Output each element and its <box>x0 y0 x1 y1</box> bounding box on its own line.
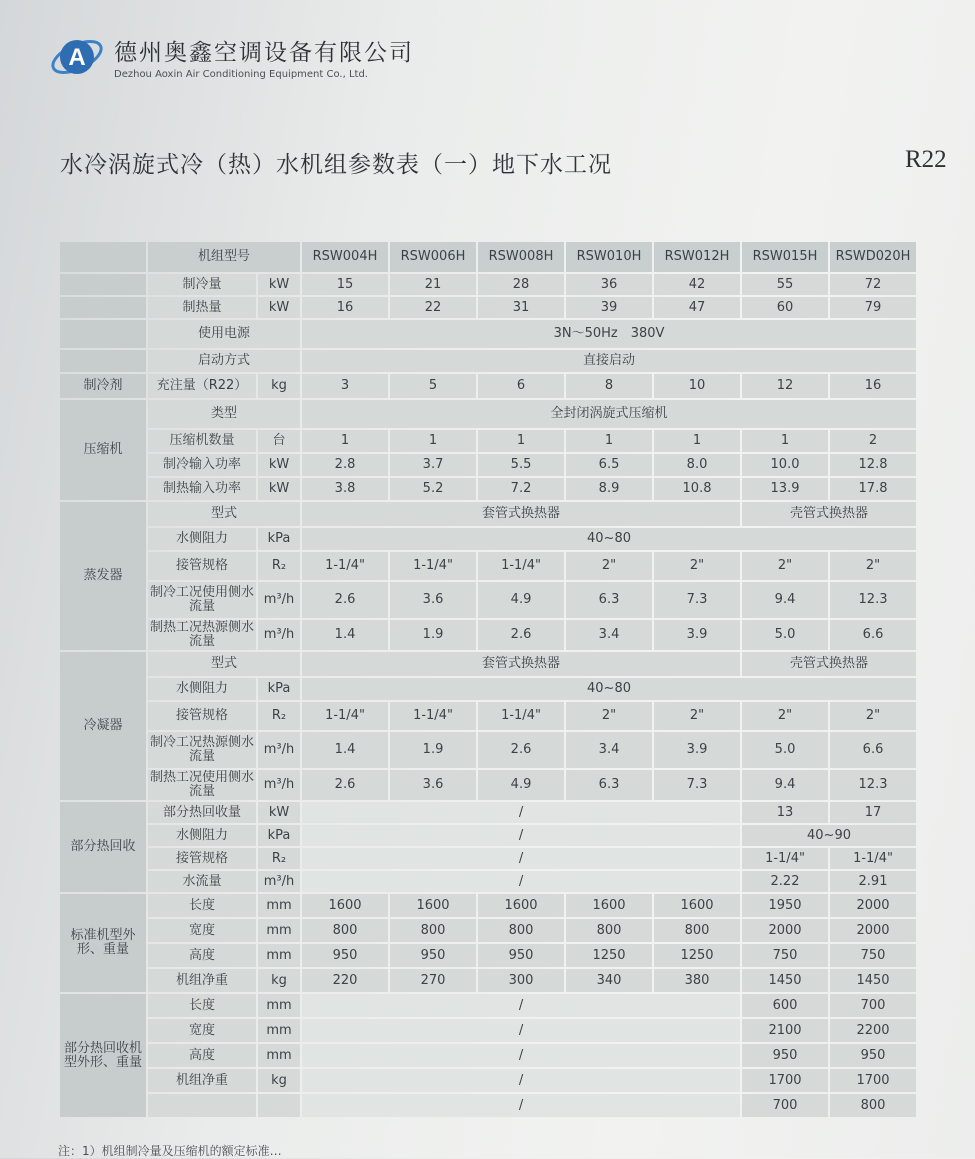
value-cell: 6.6 <box>830 620 916 650</box>
value-cell: 750 <box>830 944 916 967</box>
table-cell <box>60 350 146 372</box>
value-cell: 2.6 <box>478 620 564 650</box>
row-label: 水流量 <box>148 871 256 892</box>
value-cell: 2 <box>830 430 916 452</box>
merged-value: 直接启动 <box>302 350 916 372</box>
svg-text:A: A <box>68 44 86 71</box>
group-label: 蒸发器 <box>60 502 146 650</box>
group-label: 压缩机 <box>60 400 146 500</box>
na-cell: / <box>302 848 740 869</box>
table-row <box>60 454 916 476</box>
value-cell: 1-1/4" <box>302 552 388 580</box>
na-cell: / <box>302 802 740 823</box>
table-row <box>60 502 916 526</box>
row-label: 接管规格 <box>148 848 256 869</box>
unit-cell: 台 <box>258 430 300 452</box>
group-label: 标准机型外形、重量 <box>60 894 146 992</box>
unit-cell: kg <box>258 969 300 992</box>
spec-table-wrap <box>58 240 914 1119</box>
value-cell: 600 <box>742 994 828 1017</box>
row-label <box>148 1094 256 1117</box>
value-cell: 1700 <box>830 1069 916 1092</box>
table-row <box>60 848 916 869</box>
value-cell: 2200 <box>830 1019 916 1042</box>
unit-cell: m³/h <box>258 620 300 650</box>
model-name: RSW008H <box>478 242 564 272</box>
table-row <box>60 702 916 730</box>
table-row <box>60 1069 916 1092</box>
value-cell: 340 <box>566 969 652 992</box>
na-cell: / <box>302 871 740 892</box>
value-cell: 13.9 <box>742 478 828 500</box>
value-cell: 7.3 <box>654 770 740 800</box>
merged-value: 40~80 <box>302 528 916 550</box>
value-cell: 22 <box>390 297 476 318</box>
value-cell: 1 <box>566 430 652 452</box>
unit-cell: mm <box>258 894 300 917</box>
table-row <box>60 582 916 618</box>
unit-cell: R₂ <box>258 848 300 869</box>
value-cell: 6.5 <box>566 454 652 476</box>
row-label: 长度 <box>148 994 256 1017</box>
value-cell: 1600 <box>654 894 740 917</box>
value-cell: 5.0 <box>742 732 828 768</box>
value-cell: 3.9 <box>654 620 740 650</box>
value-cell: 10.0 <box>742 454 828 476</box>
spec-table <box>58 240 918 1119</box>
row-label: 水侧阻力 <box>148 528 256 550</box>
table-row <box>60 1044 916 1067</box>
value-cell: 2" <box>830 702 916 730</box>
value-cell: 12.3 <box>830 582 916 618</box>
merged-value: 套管式换热器 <box>302 502 740 526</box>
table-row <box>60 620 916 650</box>
table-row <box>60 944 916 967</box>
unit-cell: kPa <box>258 825 300 846</box>
na-cell: / <box>302 1094 740 1117</box>
unit-cell: mm <box>258 1019 300 1042</box>
row-label: 机组净重 <box>148 1069 256 1092</box>
value-cell: 950 <box>390 944 476 967</box>
table-row <box>60 274 916 295</box>
merged-value: 壳管式换热器 <box>742 502 916 526</box>
table-row <box>60 320 916 348</box>
value-cell: 1 <box>742 430 828 452</box>
value-cell: 17.8 <box>830 478 916 500</box>
unit-cell: kPa <box>258 678 300 700</box>
value-cell: 5.5 <box>478 454 564 476</box>
model-name: RSW004H <box>302 242 388 272</box>
group-label: 部分热回收 <box>60 802 146 892</box>
value-cell: 13 <box>742 802 828 823</box>
value-cell: 12.3 <box>830 770 916 800</box>
table-cell <box>60 320 146 348</box>
row-label: 高度 <box>148 1044 256 1067</box>
value-cell: 39 <box>566 297 652 318</box>
value-cell: 1250 <box>654 944 740 967</box>
value-cell: 6.6 <box>830 732 916 768</box>
row-label: 制热工况热源侧水流量 <box>150 620 255 649</box>
value-cell: 15 <box>302 274 388 295</box>
row-label: 长度 <box>148 894 256 917</box>
row-label: 制热量 <box>148 297 256 318</box>
value-cell: 3.9 <box>654 732 740 768</box>
table-row <box>60 297 916 318</box>
header <box>50 30 414 84</box>
value-cell: 1 <box>654 430 740 452</box>
value-cell: 2.6 <box>478 732 564 768</box>
value-cell: 8 <box>566 374 652 398</box>
table-row <box>60 528 916 550</box>
value-cell: 2" <box>742 702 828 730</box>
value-cell: 1.9 <box>390 732 476 768</box>
value-cell: 17 <box>830 802 916 823</box>
table-row <box>60 400 916 428</box>
unit-cell: mm <box>258 919 300 942</box>
row-label: 接管规格 <box>148 702 256 730</box>
value-cell: 16 <box>830 374 916 398</box>
value-cell: 380 <box>654 969 740 992</box>
table-row <box>60 994 916 1017</box>
value-cell: 3 <box>302 374 388 398</box>
value-cell: 10.8 <box>654 478 740 500</box>
value-cell: 800 <box>566 919 652 942</box>
value-cell: 800 <box>830 1094 916 1117</box>
value-cell: 2000 <box>742 919 828 942</box>
value-cell: 300 <box>478 969 564 992</box>
value-cell: 1.9 <box>390 620 476 650</box>
value-cell: 4.9 <box>478 770 564 800</box>
table-row <box>60 732 916 768</box>
document-title: 水冷涡旋式冷（热）水机组参数表（一）地下水工况 <box>60 152 612 178</box>
value-cell: 72 <box>830 274 916 295</box>
value-cell: 750 <box>742 944 828 967</box>
unit-cell <box>258 1094 300 1117</box>
value-cell: 800 <box>478 919 564 942</box>
group-label: 冷凝器 <box>60 652 146 800</box>
na-cell: / <box>302 1019 740 1042</box>
value-cell: 1-1/4" <box>830 848 916 869</box>
value-cell: 42 <box>654 274 740 295</box>
value-cell: 9.4 <box>742 770 828 800</box>
row-label: 高度 <box>148 944 256 967</box>
value-cell: 3.8 <box>302 478 388 500</box>
table-row <box>60 478 916 500</box>
value-cell: 31 <box>478 297 564 318</box>
value-cell: 2" <box>742 552 828 580</box>
table-cell <box>60 242 146 272</box>
unit-cell: R₂ <box>258 552 300 580</box>
value-cell: 1.4 <box>302 620 388 650</box>
group-label: 部分热回收机型外形、重量 <box>60 994 146 1117</box>
value-cell: 12.8 <box>830 454 916 476</box>
model-label: 机组型号 <box>148 242 300 272</box>
value-cell: 1700 <box>742 1069 828 1092</box>
value-cell: 1600 <box>390 894 476 917</box>
table-row <box>60 430 916 452</box>
row-label: 制热输入功率 <box>148 478 256 500</box>
table-row <box>60 894 916 917</box>
unit-cell: kW <box>258 802 300 823</box>
model-name: RSW010H <box>566 242 652 272</box>
model-name: RSW015H <box>742 242 828 272</box>
value-cell: 1-1/4" <box>478 702 564 730</box>
na-cell: / <box>302 825 740 846</box>
value-cell: 950 <box>830 1044 916 1067</box>
table-cell <box>60 297 146 318</box>
table-row <box>60 919 916 942</box>
group-label: 制冷剂 <box>60 374 146 398</box>
unit-cell: kW <box>258 478 300 500</box>
unit-cell: kPa <box>258 528 300 550</box>
table-row <box>60 552 916 580</box>
value-cell: 2" <box>654 702 740 730</box>
value-cell: 7.2 <box>478 478 564 500</box>
value-cell: 8.9 <box>566 478 652 500</box>
value-cell: 4.9 <box>478 582 564 618</box>
value-cell: 3.6 <box>390 770 476 800</box>
unit-cell: kg <box>258 374 300 398</box>
table-row <box>60 374 916 398</box>
footnote: 注：1）机组制冷量及压缩机的额定标准… <box>58 1144 282 1158</box>
row-label: 制冷工况热源侧水流量 <box>148 732 256 768</box>
value-cell: 60 <box>742 297 828 318</box>
value-cell: 28 <box>478 274 564 295</box>
row-label: 类型 <box>148 400 300 428</box>
value-cell: 6.3 <box>566 770 652 800</box>
value-cell: 3.4 <box>566 732 652 768</box>
value-cell: 79 <box>830 297 916 318</box>
value-cell: 55 <box>742 274 828 295</box>
table-row <box>60 871 916 892</box>
unit-cell: m³/h <box>258 582 300 618</box>
table-row <box>60 1094 916 1117</box>
merged-value: 40~80 <box>302 678 916 700</box>
value-cell: 16 <box>302 297 388 318</box>
na-cell: / <box>302 1044 740 1067</box>
merged-value: 套管式换热器 <box>302 652 740 676</box>
merged-value: 40~90 <box>742 825 916 846</box>
value-cell: 1-1/4" <box>302 702 388 730</box>
value-cell: 47 <box>654 297 740 318</box>
value-cell: 1250 <box>566 944 652 967</box>
value-cell: 950 <box>478 944 564 967</box>
unit-cell: mm <box>258 1044 300 1067</box>
value-cell: 1600 <box>302 894 388 917</box>
merged-value: 全封闭涡旋式压缩机 <box>302 400 916 428</box>
value-cell: 700 <box>742 1094 828 1117</box>
value-cell: 2.91 <box>830 871 916 892</box>
value-cell: 5.2 <box>390 478 476 500</box>
table-row <box>60 242 916 272</box>
value-cell: 1-1/4" <box>742 848 828 869</box>
value-cell: 2.8 <box>302 454 388 476</box>
value-cell: 800 <box>302 919 388 942</box>
unit-cell: kW <box>258 297 300 318</box>
row-label: 部分热回收量 <box>148 802 256 823</box>
value-cell: 6.3 <box>566 582 652 618</box>
value-cell: 5.0 <box>742 620 828 650</box>
value-cell: 2" <box>566 552 652 580</box>
value-cell: 1-1/4" <box>390 702 476 730</box>
value-cell: 1-1/4" <box>390 552 476 580</box>
refrigerant-tag: R22 <box>905 146 947 173</box>
table-row <box>60 1019 916 1042</box>
value-cell: 1 <box>302 430 388 452</box>
row-label: 宽度 <box>148 1019 256 1042</box>
value-cell: 21 <box>390 274 476 295</box>
value-cell: 12 <box>742 374 828 398</box>
unit-cell: mm <box>258 994 300 1017</box>
merged-value: 壳管式换热器 <box>742 652 916 676</box>
row-label: 制冷量 <box>148 274 256 295</box>
value-cell: 1450 <box>742 969 828 992</box>
value-cell: 9.4 <box>742 582 828 618</box>
value-cell: 1600 <box>478 894 564 917</box>
value-cell: 8.0 <box>654 454 740 476</box>
row-label: 水侧阻力 <box>148 825 256 846</box>
model-name: RSWD020H <box>830 242 916 272</box>
value-cell: 1950 <box>742 894 828 917</box>
value-cell: 36 <box>566 274 652 295</box>
value-cell: 1450 <box>830 969 916 992</box>
value-cell: 6 <box>478 374 564 398</box>
company-name-en: Dezhou Aoxin Air Conditioning Equipment Co., Ltd. <box>114 69 368 80</box>
value-cell: 10 <box>654 374 740 398</box>
row-label: 接管规格 <box>148 552 256 580</box>
row-label: 型式 <box>148 652 300 676</box>
row-label: 压缩机数量 <box>148 430 256 452</box>
value-cell: 270 <box>390 969 476 992</box>
row-label: 制冷工况使用侧水流量 <box>148 582 256 618</box>
row-label: 水侧阻力 <box>148 678 256 700</box>
table-row <box>60 652 916 676</box>
unit-cell: m³/h <box>258 770 300 800</box>
table-row <box>60 802 916 823</box>
value-cell: 1 <box>478 430 564 452</box>
value-cell: 1600 <box>566 894 652 917</box>
value-cell: 220 <box>302 969 388 992</box>
value-cell: 2" <box>830 552 916 580</box>
merged-value: 3N～50Hz 380V <box>302 320 916 348</box>
row-label: 机组净重 <box>148 969 256 992</box>
table-cell <box>60 274 146 295</box>
unit-cell: R₂ <box>258 702 300 730</box>
unit-cell: mm <box>258 944 300 967</box>
company-logo <box>50 30 104 84</box>
unit-cell: kg <box>258 1069 300 1092</box>
value-cell: 3.6 <box>390 582 476 618</box>
value-cell: 2.22 <box>742 871 828 892</box>
unit-cell: kW <box>258 454 300 476</box>
table-row <box>60 969 916 992</box>
model-name: RSW012H <box>654 242 740 272</box>
value-cell: 2" <box>654 552 740 580</box>
value-cell: 2000 <box>830 919 916 942</box>
table-row <box>60 678 916 700</box>
value-cell: 1 <box>390 430 476 452</box>
table-row <box>60 350 916 372</box>
table-row <box>60 825 916 846</box>
value-cell: 800 <box>390 919 476 942</box>
value-cell: 7.3 <box>654 582 740 618</box>
value-cell: 1.4 <box>302 732 388 768</box>
na-cell: / <box>302 1069 740 1092</box>
na-cell: / <box>302 994 740 1017</box>
row-label: 型式 <box>148 502 300 526</box>
table-row <box>60 770 916 800</box>
value-cell: 2.6 <box>302 582 388 618</box>
value-cell: 2.6 <box>302 770 388 800</box>
row-label: 制冷输入功率 <box>148 454 256 476</box>
row-label: 宽度 <box>148 919 256 942</box>
unit-cell: m³/h <box>258 871 300 892</box>
value-cell: 700 <box>830 994 916 1017</box>
value-cell: 800 <box>654 919 740 942</box>
company-name-cn: 德州奥鑫空调设备有限公司 <box>114 40 414 66</box>
row-label: 制热工况使用侧水流量 <box>150 770 255 799</box>
value-cell: 2100 <box>742 1019 828 1042</box>
value-cell: 3.4 <box>566 620 652 650</box>
value-cell: 950 <box>302 944 388 967</box>
row-label: 启动方式 <box>148 350 300 372</box>
model-name: RSW006H <box>390 242 476 272</box>
row-label: 使用电源 <box>148 320 300 348</box>
value-cell: 950 <box>742 1044 828 1067</box>
unit-cell: kW <box>258 274 300 295</box>
value-cell: 2" <box>566 702 652 730</box>
value-cell: 3.7 <box>390 454 476 476</box>
value-cell: 2000 <box>830 894 916 917</box>
row-label: 充注量（R22） <box>148 374 256 398</box>
unit-cell: m³/h <box>258 732 300 768</box>
value-cell: 5 <box>390 374 476 398</box>
value-cell: 1-1/4" <box>478 552 564 580</box>
